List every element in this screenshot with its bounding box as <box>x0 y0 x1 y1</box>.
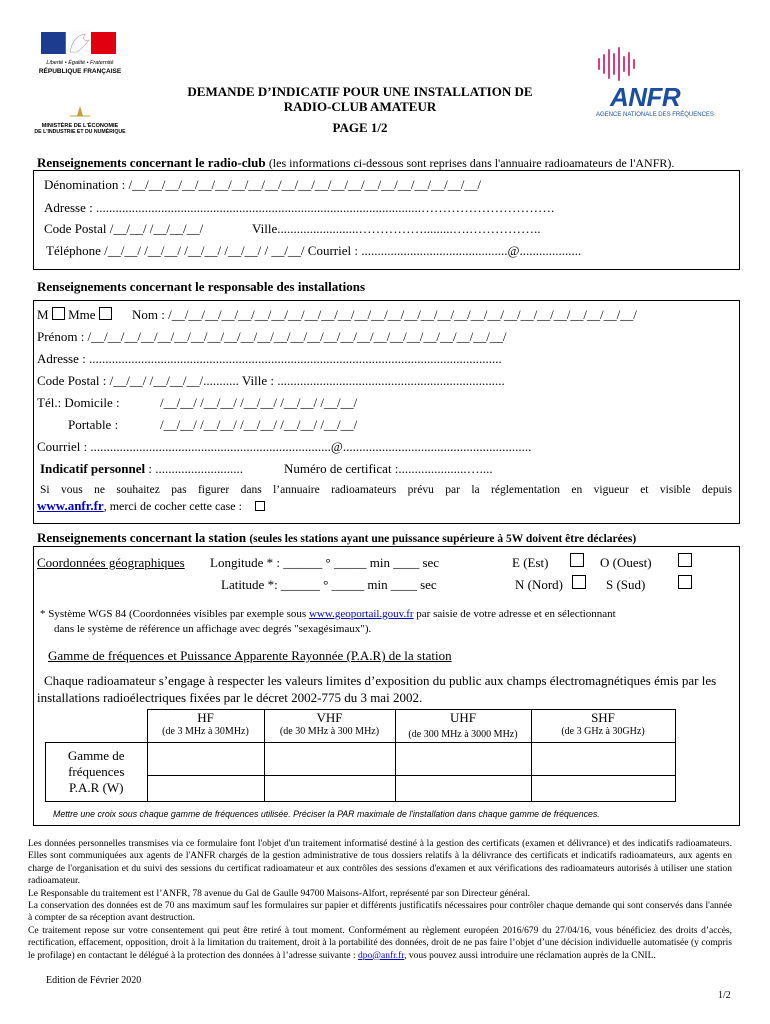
legal-p4-tail: , vous pouvez aussi introduire une réclamation auprès de la CNIL. <box>404 950 656 961</box>
mme-checkbox[interactable] <box>99 307 112 320</box>
station-heading-text: Renseignements concernant la station <box>37 530 247 545</box>
resp-section-heading: Renseignements concernant le responsable des installations <box>37 279 366 294</box>
wgs-text-1: * Système WGS 84 (Coordonnées visibles par exemple sous <box>40 608 309 620</box>
shf-gamme-cell[interactable] <box>531 743 675 776</box>
hf-gamme-cell[interactable] <box>147 743 264 776</box>
form-title <box>150 84 570 135</box>
edition-label: Edition de Février 2020 <box>46 975 142 986</box>
marianne-logo <box>37 28 123 80</box>
marianne-republic: RÉPUBLIQUE FRANÇAISE <box>38 68 122 75</box>
annuaire-row-2 <box>37 498 265 514</box>
south-checkbox[interactable] <box>678 575 692 589</box>
dpo-email-link[interactable]: dpo@anfr.fr <box>358 950 405 961</box>
table-row-labels <box>46 743 148 802</box>
west-checkbox[interactable] <box>678 553 692 567</box>
table-note: Mettre une croix sous chaque gamme de fréquences utilisée. Préciser la PAR maximale de l'installation dans chaque gamme de fréquences. <box>53 809 600 819</box>
band-uhf-name: UHF <box>449 710 476 725</box>
shf-par-cell[interactable] <box>531 776 675 802</box>
engagement-text: Chaque radioamateur s’engage à respecter les valeurs limites d’exposition du public aux champs électromagnétiques émis par les installations radioélectriques fixées par le décret 2002-775 du 3 mai 2002. <box>37 673 717 705</box>
anfr-website-link[interactable]: www.anfr.fr <box>37 498 104 513</box>
longitude-field[interactable]: Longitude * : ______ ° _____ min ____ sec <box>210 555 440 570</box>
wgs-text-2: par saisie de votre adresse et en sélectionnant <box>413 608 616 620</box>
club-city-field[interactable]: Ville.........................…………….........….…………….. <box>252 221 541 236</box>
uhf-par-cell[interactable] <box>395 776 531 802</box>
geoportail-link[interactable]: www.geoportail.gouv.fr <box>308 608 414 620</box>
band-shf-header <box>531 710 675 743</box>
ministry-emblem-icon <box>30 104 130 118</box>
resp-address-field[interactable]: Adresse : ............................................................................................................................... <box>37 351 502 366</box>
indicatif-dots: : ........................... <box>145 461 243 476</box>
legal-notice <box>28 838 732 962</box>
vhf-par-cell[interactable] <box>264 776 395 802</box>
title-line1: DEMANDE D’INDICATIF POUR UNE INSTALLATION DE <box>187 84 533 99</box>
west-label: O (Ouest) <box>600 555 652 570</box>
vhf-gamme-cell[interactable] <box>264 743 395 776</box>
uhf-gamme-cell[interactable] <box>395 743 531 776</box>
nom-field[interactable]: Nom : /__/__/__/__/__/__/__/__/__/__/__/__/__/__/__/__/__/__/__/__/__/__/__/__/__/__/__/__/ <box>132 307 637 322</box>
north-label: N (Nord) <box>515 577 564 592</box>
hf-par-cell[interactable] <box>147 776 264 802</box>
east-checkbox[interactable] <box>570 553 584 567</box>
frequency-table <box>45 709 676 802</box>
annuaire-text: Si vous ne souhaitez pas figurer dans l’annuaire radioamateurs prévu par la réglementation en vigueur et visible depuis <box>40 484 732 496</box>
mme-label: Mme <box>68 307 96 322</box>
legal-p1: Les données personnelles transmises via ce formulaire font l'objet d'un traitement informatisé destiné à la gestion des certificats (examen et délivrance) et des indicatifs radioamateurs. Elles sont communiquées aux agents de l'ANFR chargés de la gestion administrative de tous dossiers relatifs à la délivrance des certificats et indicatifs radioamateurs, aux agents en charge de l'organisation et du suivi des sessions du certificat radioamateur et aux contrôles des sessions d'examen et aux vérifications des radioamateurs autorisés à utiliser une station radioamateur. <box>28 839 732 887</box>
band-hf-range: (de 3 MHz à 30MHz) <box>162 726 249 737</box>
resp-postal-city-field[interactable]: Code Postal : /__/__/ /__/__/__/........... Ville : ...................................................................... <box>37 373 505 388</box>
band-hf-header <box>147 710 264 743</box>
club-address-field[interactable]: Adresse : ....................................................................................................…………………………. <box>44 200 555 215</box>
club-section-heading <box>37 155 674 171</box>
band-vhf-name: VHF <box>316 710 343 725</box>
tel-domicile-label: Tél.: Domicile : <box>37 395 120 410</box>
tel-domicile-field[interactable]: /__/__/ /__/__/ /__/__/ /__/__/ /__/__/ <box>160 395 358 410</box>
wgs-note <box>40 607 616 637</box>
annuaire-tail: , merci de cocher cette case : <box>103 499 242 513</box>
ministry-logo <box>30 104 130 135</box>
page-label: PAGE 1/2 <box>332 120 388 135</box>
station-heading-note: (seules les stations ayant une puissance supérieure à 5W doivent être déclarées) <box>249 533 637 545</box>
club-heading-text: Renseignements concernant le radio-club <box>37 155 266 170</box>
indicatif-row[interactable] <box>40 461 243 477</box>
resp-email-field[interactable]: Courriel : ..........................................................................@.......................................................... <box>37 439 532 454</box>
band-shf-name: SHF <box>591 710 615 725</box>
marianne-icon <box>37 28 123 54</box>
legal-p4 <box>28 925 732 962</box>
band-vhf-range: (de 30 MHz à 300 MHz) <box>279 726 380 737</box>
prenom-field[interactable]: Prénom : /__/__/__/__/__/__/__/__/__/__/__/__/__/__/__/__/__/__/__/__/__/__/__/__/__/ <box>37 329 507 344</box>
indicatif-label: Indicatif personnel <box>40 461 146 476</box>
m-checkbox[interactable] <box>52 307 65 320</box>
anfr-agency-name: AGENCE NATIONALE DES FRÉQUENCES <box>596 112 714 118</box>
denomination-field[interactable]: Dénomination : /__/__/__/__/__/__/__/__/__/__/__/__/__/__/__/__/__/__/__/__/__/ <box>44 177 481 192</box>
east-label: E (Est) <box>512 555 549 570</box>
portable-field[interactable]: /__/__/ /__/__/ /__/__/ /__/__/ /__/__/ <box>160 417 358 432</box>
legal-p3: La conservation des données est de 70 ans maximum sauf les formulaires sur papier et différents justificatifs nécessaires pour contrôler chaque demande qui sont conservés dans l'année à compter de sa réception avant destruction. <box>28 901 732 924</box>
band-uhf-range: (de 300 MHz à 3000 MHz) <box>408 729 518 740</box>
north-checkbox[interactable] <box>572 575 586 589</box>
table-corner <box>46 710 148 743</box>
anfr-logo <box>596 44 726 124</box>
m-label: M <box>37 307 49 322</box>
annuaire-optout-checkbox[interactable] <box>255 501 265 511</box>
row-label-par: P.A.R (W) <box>68 780 124 795</box>
south-label: S (Sud) <box>606 577 646 592</box>
latitude-field[interactable]: Latitude *: ______ ° _____ min ____ sec <box>221 577 437 592</box>
wgs-text-3: dans le système de référence un affichage avec degrés "sexagésimaux"). <box>54 623 372 635</box>
page-number: 1/2 <box>718 990 731 1001</box>
gamme-heading: Gamme de fréquences et Puissance Apparente Rayonnée (P.A.R) de la station <box>48 648 452 663</box>
certificat-field[interactable]: Numéro de certificat :.....................….... <box>284 461 493 476</box>
legal-p4-text: Ce traitement repose sur votre consentement qui peut être retiré à tout moment. Conformément au règlement européen 2016/679 du 27/04/16, vous bénéficiez des droits d’accès, rectification, effacement, opposition, droit à la limitation du traitement, droit à la portabilité des données, droit de ne pas faire l’objet d’une décision individuelle automatisée (y compris le profilage) en contactant le délégué à la protection des données à l’adresse suivante : <box>28 925 732 961</box>
club-heading-note: (les informations ci-dessous sont reprises dans l'annuaire radioamateurs de l'ANFR). <box>268 156 675 170</box>
club-postal-code-field[interactable]: Code Postal /__/__/ /__/__/__/ <box>44 221 204 236</box>
ministry-line1: MINISTÈRE DE L'ÉCONOMIE <box>41 123 119 129</box>
civility-row <box>37 307 112 323</box>
row-label-frequences: fréquences <box>68 764 125 779</box>
legal-p2: Le Responsable du traitement est l’ANFR, 78 avenue du Gal de Gaulle 94700 Maisons-Alfort, représenté par son Directeur général. <box>28 888 531 899</box>
club-phone-email-field[interactable]: Téléphone /__/__/ /__/__/ /__/__/ /__/__/ / __/__/ Courriel : .............................................@................... <box>46 243 582 258</box>
band-uhf-header <box>395 710 531 743</box>
band-shf-range: (de 3 GHz à 30GHz) <box>561 726 645 737</box>
portable-label: Portable : <box>68 417 119 432</box>
row-label-gamme: Gamme de <box>67 748 125 763</box>
band-vhf-header <box>264 710 395 743</box>
title-line2: RADIO-CLUB AMATEUR <box>283 99 437 114</box>
coord-label: Coordonnées géographiques <box>37 555 185 570</box>
anfr-wordmark: ANFR <box>610 82 681 112</box>
band-hf-name: HF <box>197 710 214 725</box>
station-section-heading <box>37 530 636 546</box>
ministry-line2: DE L'INDUSTRIE ET DU NUMÉRIQUE <box>34 129 126 135</box>
marianne-motto: Liberté • Égalité • Fraternité <box>46 60 114 66</box>
